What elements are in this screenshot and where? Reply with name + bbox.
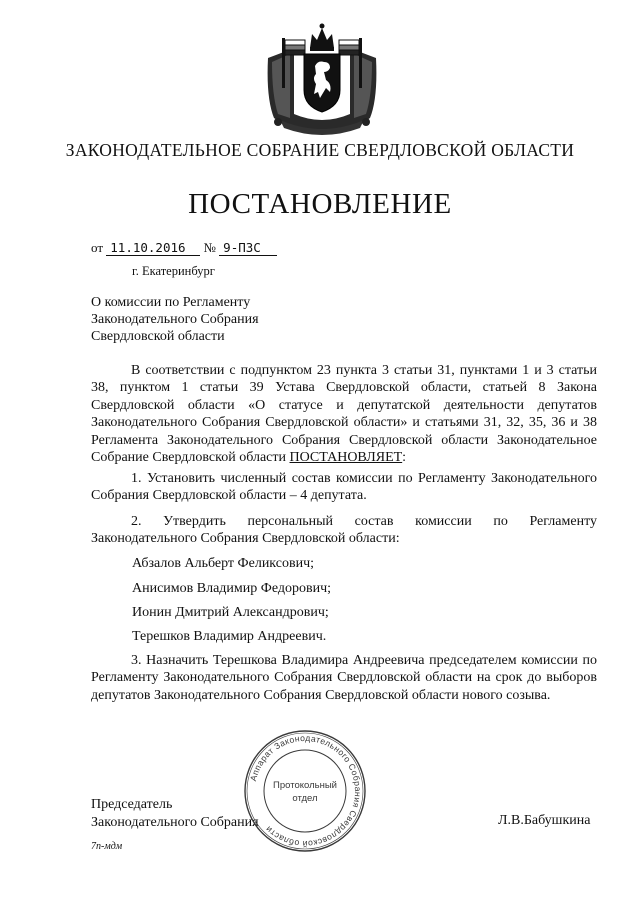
document-code: 7п-мдм	[91, 841, 123, 852]
protocol-department-stamp-icon	[242, 728, 368, 854]
stamp-outer-text: Аппарат Законодательного Собрания Свердловской области	[248, 732, 364, 850]
item-1-paragraph: 1. Установить численный состав комиссии по Регламенту Законодательного Собрания Свердловской области – 4 депутата.	[91, 471, 597, 504]
city: г. Екатеринбург	[132, 264, 215, 278]
item-3-paragraph: 3. Назначить Терешкова Владимира Андреевича председателем комиссии по Регламенту Законодательного Собрания Свердловской области на срок до выборов депутатов Законодательного Собрания Свердловской области нового созыва.	[91, 653, 597, 703]
member-name: Анисимов Владимир Федорович;	[132, 581, 332, 596]
preamble-text: В соответствии с подпунктом 23 пункта 3 статьи 31, пунктами 1 и 3 статьи 38, пунктом 1 статьи 39 Устава Свердловской области, статьей 8 Закона Свердловской области «О статусе и депутатской деятельности депутатов Законодательного Собрания Свердловской области» и статьями 31, 32, 35, 36 и 38 Регламента Законодательного Собрания Свердловской области Законодательное Собрание Свердловской области	[91, 363, 597, 466]
decree-word: ПОСТАНОВЛЯЕТ	[289, 450, 403, 466]
number-prefix: №	[203, 240, 216, 255]
subject-line: Законодательного Собрания	[91, 312, 259, 327]
signatory-title-line: Законодательного Собрания	[91, 814, 259, 830]
member-name: Абзалов Альберт Феликсович;	[132, 556, 315, 571]
organization-name: ЗАКОНОДАТЕЛЬНОЕ СОБРАНИЕ СВЕРДЛОВСКОЙ ОБЛАСТИ	[65, 140, 575, 160]
signatory-name: Л.В.Бабушкина	[498, 813, 591, 828]
date-number-line	[91, 240, 277, 256]
stamp-inner-text: Протокольный	[273, 780, 337, 791]
member-name: Ионин Дмитрий Александрович;	[132, 605, 329, 620]
document-type-title: ПОСТАНОВЛЕНИЕ	[188, 188, 452, 220]
member-name: Терешков Владимир Андреевич.	[132, 629, 327, 644]
document-date: 11.10.2016	[106, 240, 200, 256]
date-prefix: от	[91, 240, 104, 255]
preamble-colon: :	[402, 450, 407, 466]
preamble-paragraph	[91, 362, 597, 466]
document-subject	[91, 294, 259, 345]
sverdlovsk-coat-of-arms-icon	[260, 18, 384, 136]
subject-line: Свердловской области	[91, 329, 225, 344]
document-number: 9-ПЗС	[219, 240, 277, 256]
subject-line: О комиссии по Регламенту	[91, 295, 251, 310]
signatory-title-line: Председатель	[91, 797, 173, 812]
signatory-title	[91, 796, 259, 831]
item-2-paragraph: 2. Утвердить персональный состав комиссии по Регламенту Законодательного Собрания Свердловской области:	[91, 514, 597, 547]
stamp-inner-text: отдел	[292, 793, 318, 804]
